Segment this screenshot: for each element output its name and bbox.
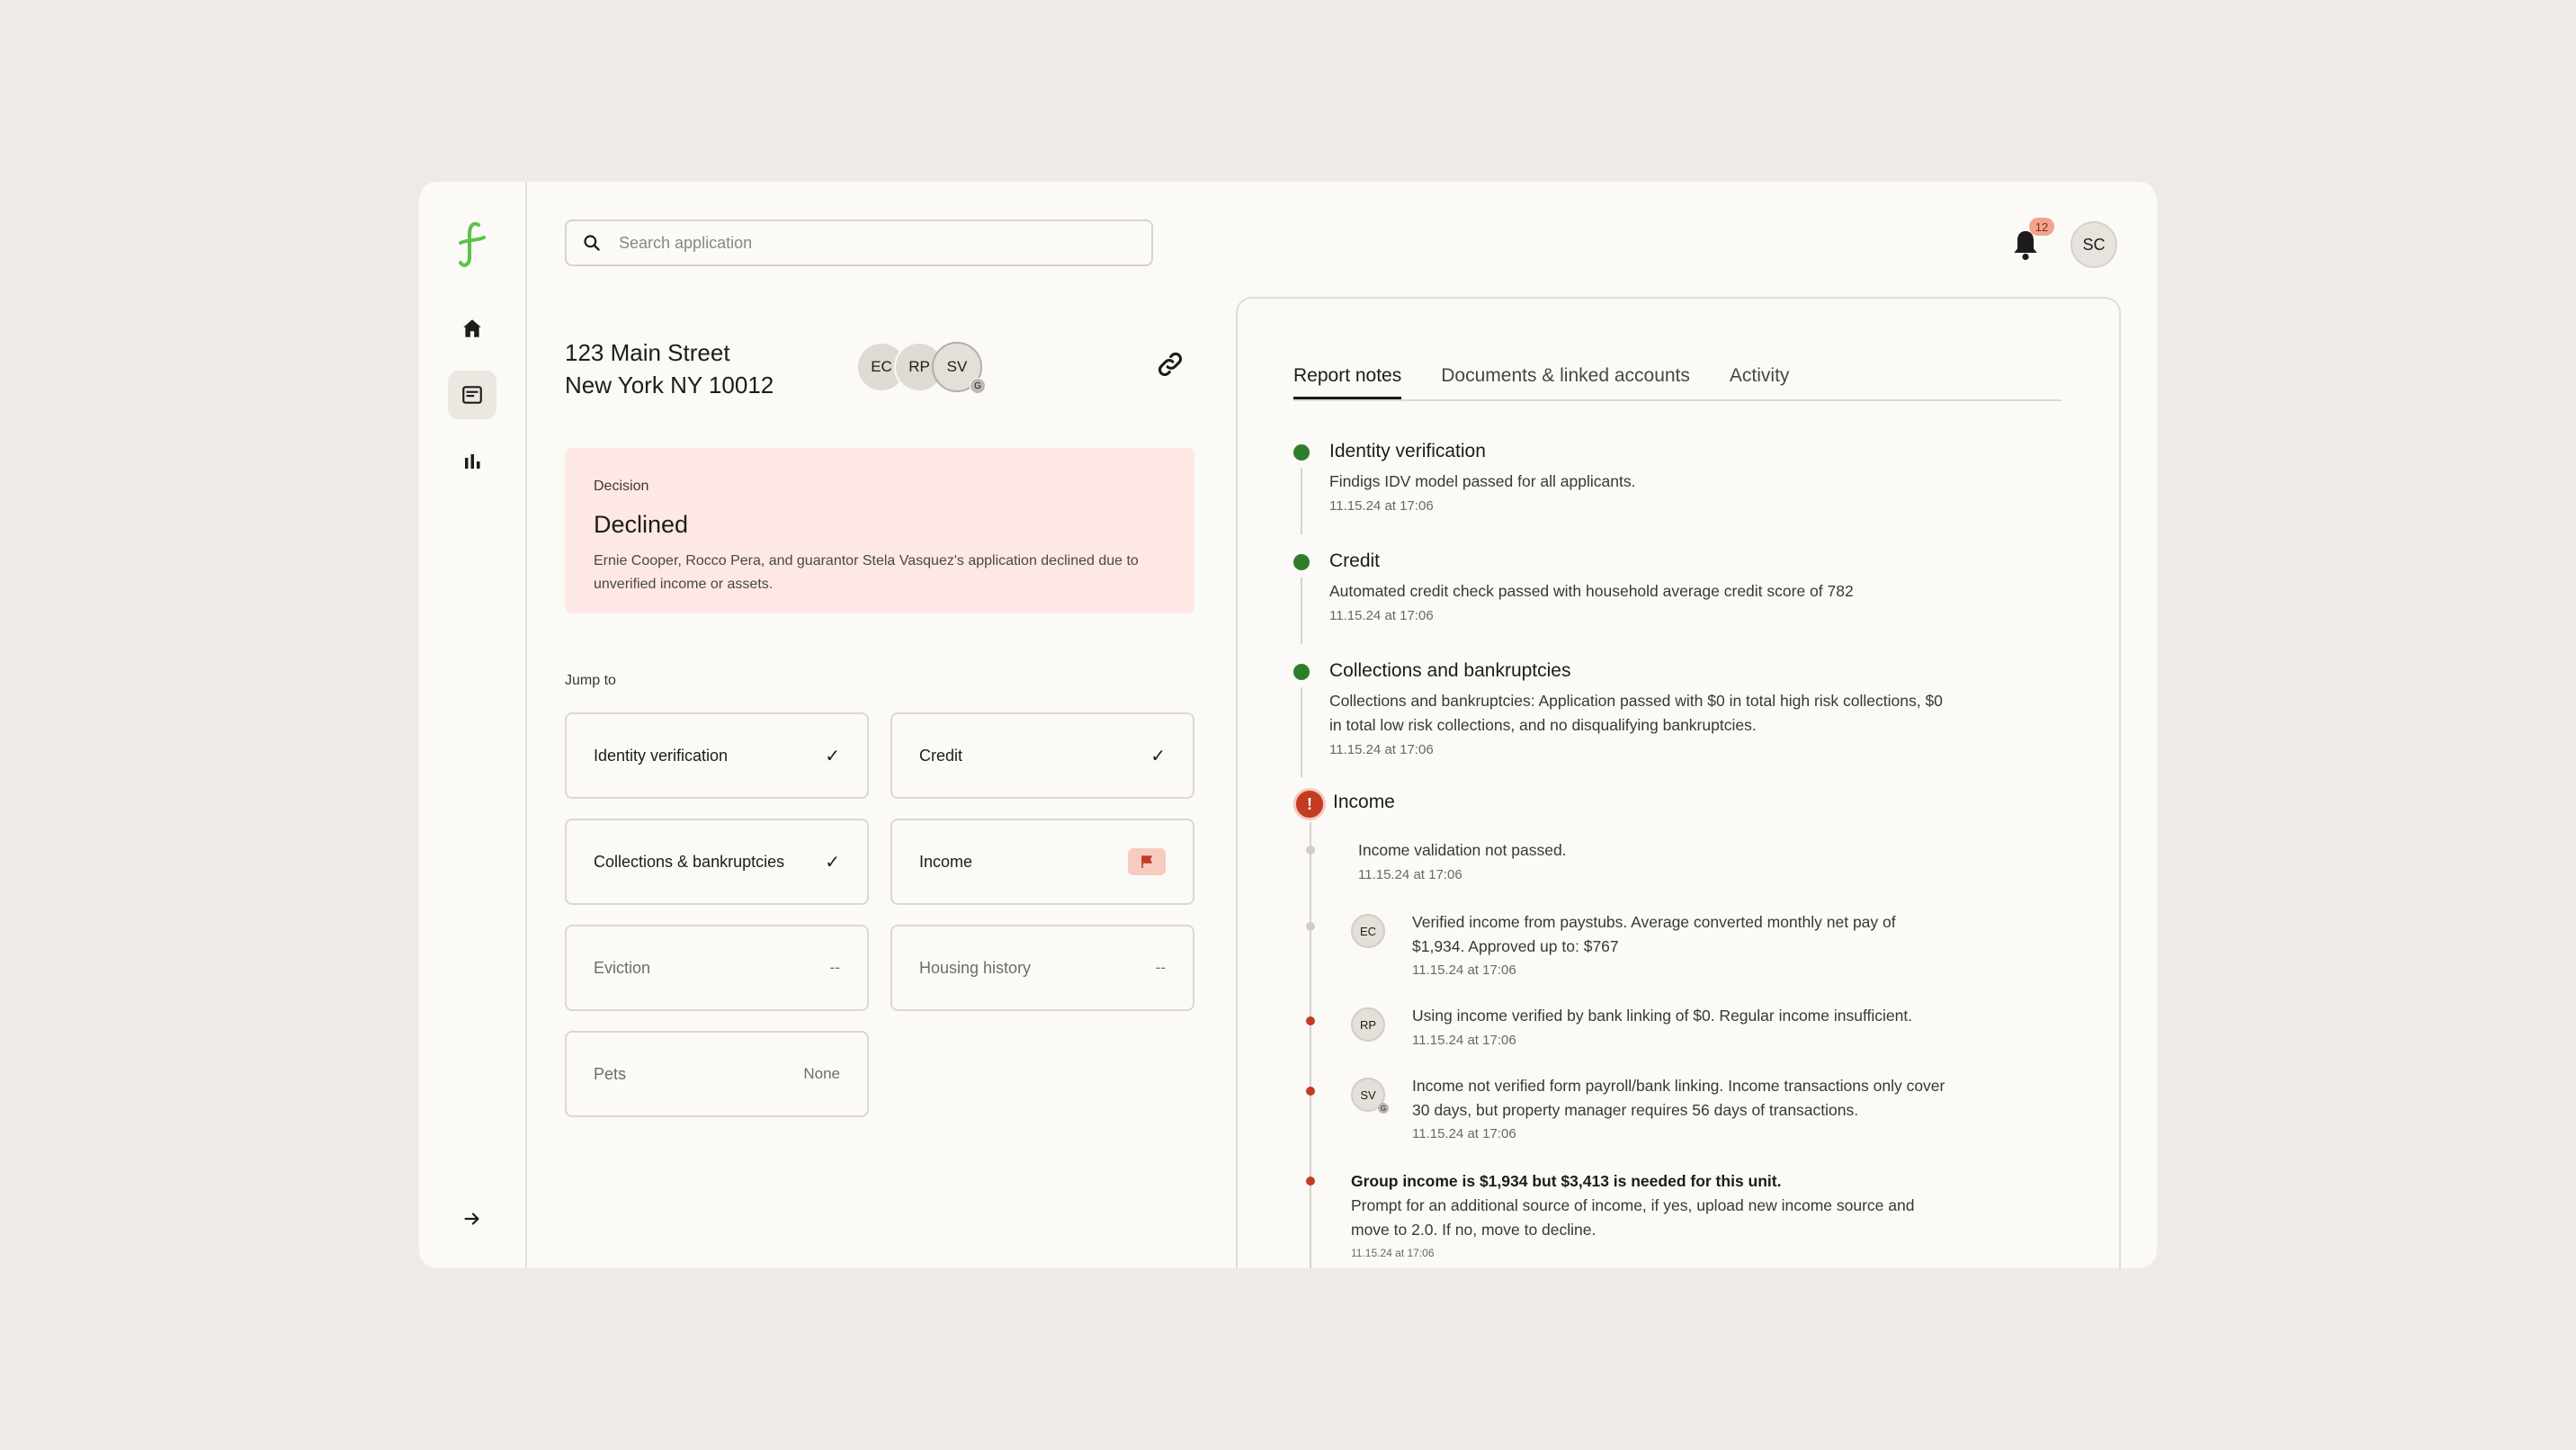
note-title: Identity verification	[1329, 441, 1486, 461]
income-summary-time: 11.15.24 at 17:06	[1358, 867, 1462, 882]
note-body: Findigs IDV model passed for all applicants.	[1329, 472, 1636, 490]
note-identity-verification	[1293, 441, 1977, 540]
note-time: 11.15.24 at 17:06	[1329, 608, 1434, 623]
application-icon	[461, 383, 484, 407]
passed-dot	[1293, 554, 1310, 570]
jump-identity-verification[interactable]	[565, 712, 869, 799]
address-line-1: 123 Main Street	[565, 339, 730, 366]
timeline-line	[1301, 687, 1302, 777]
timeline-dot	[1306, 1087, 1315, 1096]
note-body: Collections and bankruptcies: Application passed with $0 in total high risk collections, $0 in total low risk collections, and no disqualifying bankruptcies.	[1329, 692, 1943, 734]
jump-card-label: Eviction	[594, 958, 651, 977]
note-time: 11.15.24 at 17:06	[1329, 742, 1434, 757]
guarantor-tag: G	[1378, 1103, 1389, 1114]
search-bar[interactable]	[565, 219, 1153, 266]
search-icon	[583, 234, 601, 252]
jump-card-label: Credit	[919, 746, 963, 765]
income-entry-text: Verified income from paystubs. Average converted monthly net pay of $1,934. Approved up to: $767	[1412, 913, 1896, 955]
findigs-logo[interactable]	[450, 218, 495, 272]
applicant-initials: SV	[946, 358, 968, 375]
address-line-2: New York NY 10012	[565, 371, 774, 398]
check-icon: ✓	[825, 852, 840, 873]
nav-applications[interactable]	[448, 371, 496, 419]
tab-bar	[1293, 354, 2062, 401]
group-income-block	[1351, 1169, 1945, 1242]
jump-card-status: --	[1155, 959, 1166, 976]
note-credit	[1293, 550, 1977, 649]
passed-dot	[1293, 664, 1310, 680]
flag-chip	[1128, 848, 1166, 875]
entry-avatar: EC	[1351, 914, 1385, 948]
sidebar	[419, 182, 527, 1268]
flag-icon	[1140, 855, 1154, 869]
home-icon	[461, 317, 484, 340]
income-entry-time: 11.15.24 at 17:06	[1412, 962, 1516, 978]
user-avatar[interactable]: SC	[2071, 221, 2117, 268]
jump-card-label: Housing history	[919, 958, 1032, 977]
applicant-avatar[interactable]: EC	[856, 342, 907, 392]
income-entry-text: Using income verified by bank linking of $0. Regular income insufficient.	[1412, 1007, 1913, 1025]
tab-activity[interactable]: Activity	[1729, 365, 1790, 386]
applicant-avatar[interactable]	[932, 342, 982, 392]
decision-card	[565, 448, 1194, 613]
jump-to-label: Jump to	[565, 673, 616, 688]
group-income-time: 11.15.24 at 17:06	[1351, 1247, 1435, 1259]
group-income-text: Prompt for an additional source of income, if yes, upload new income source and move to 2.0. If no, move to decline.	[1351, 1196, 1915, 1239]
tab-report-notes[interactable]: Report notes	[1293, 354, 1401, 398]
income-entry-time: 11.15.24 at 17:06	[1412, 1126, 1516, 1141]
decision-label: Decision	[594, 479, 649, 494]
timeline-dot	[1306, 1177, 1315, 1186]
note-collections-bankruptcies	[1293, 660, 1977, 777]
applicant-avatars	[856, 342, 1000, 392]
income-entry-text: Income not verified form payroll/bank linking. Income transactions only cover 30 days, but property manager requires 56 days of transactions.	[1412, 1077, 1945, 1119]
income-timeline-line	[1310, 822, 1311, 1268]
jump-credit[interactable]	[890, 712, 1194, 799]
expand-sidebar-button[interactable]	[448, 1195, 496, 1243]
check-icon: ✓	[825, 746, 840, 766]
guarantor-tag: G	[970, 378, 986, 394]
timeline-dot	[1306, 922, 1315, 931]
jump-card-status: None	[803, 1065, 840, 1082]
timeline-line	[1301, 468, 1302, 534]
note-title: Collections and bankruptcies	[1329, 660, 1571, 681]
jump-income[interactable]	[890, 819, 1194, 905]
app-window	[419, 182, 2157, 1268]
jump-card-label: Income	[919, 852, 973, 871]
jump-card-label: Pets	[594, 1064, 627, 1083]
jump-collections-bankruptcies[interactable]	[565, 819, 869, 905]
jump-card-label: Collections & bankruptcies	[594, 852, 785, 871]
income-entry-time: 11.15.24 at 17:06	[1412, 1033, 1516, 1048]
jump-card-label: Identity verification	[594, 746, 729, 765]
passed-dot	[1293, 444, 1310, 461]
property-address	[565, 336, 774, 401]
income-summary: Income validation not passed.	[1358, 841, 1567, 859]
chart-icon	[461, 451, 483, 472]
nav-reports[interactable]	[448, 437, 496, 486]
notification-badge: 12	[2029, 218, 2054, 236]
note-title: Credit	[1329, 550, 1381, 571]
income-title: Income	[1333, 792, 1395, 812]
entry-avatar	[1351, 1078, 1385, 1112]
timeline-dot	[1306, 846, 1315, 855]
nav-home[interactable]	[448, 304, 496, 353]
tab-documents-linked-accounts[interactable]: Documents & linked accounts	[1441, 365, 1690, 386]
decision-description: Ernie Cooper, Rocco Pera, and guarantor Stela Vasquez's application declined due to unverified income or assets.	[594, 553, 1139, 592]
link-icon[interactable]	[1155, 349, 1185, 380]
note-time: 11.15.24 at 17:06	[1329, 498, 1434, 514]
check-icon: ✓	[1150, 746, 1166, 766]
jump-eviction[interactable]	[565, 925, 869, 1011]
jump-housing-history[interactable]	[890, 925, 1194, 1011]
entry-initials: SV	[1360, 1088, 1376, 1102]
arrow-right-icon	[462, 1209, 482, 1229]
applicant-avatar[interactable]: RP	[894, 342, 944, 392]
timeline-line	[1301, 577, 1302, 644]
alert-icon: !	[1293, 788, 1326, 820]
note-body: Automated credit check passed with household average credit score of 782	[1329, 582, 1854, 600]
jump-pets[interactable]	[565, 1031, 869, 1117]
jump-card-status: --	[829, 959, 840, 976]
report-panel	[1236, 297, 2121, 1268]
search-input[interactable]	[617, 233, 1124, 254]
decision-value: Declined	[594, 511, 689, 538]
entry-avatar: RP	[1351, 1007, 1385, 1042]
group-income-title: Group income is $1,934 but $3,413 is needed for this unit.	[1351, 1172, 1782, 1190]
timeline-dot	[1306, 1016, 1315, 1025]
